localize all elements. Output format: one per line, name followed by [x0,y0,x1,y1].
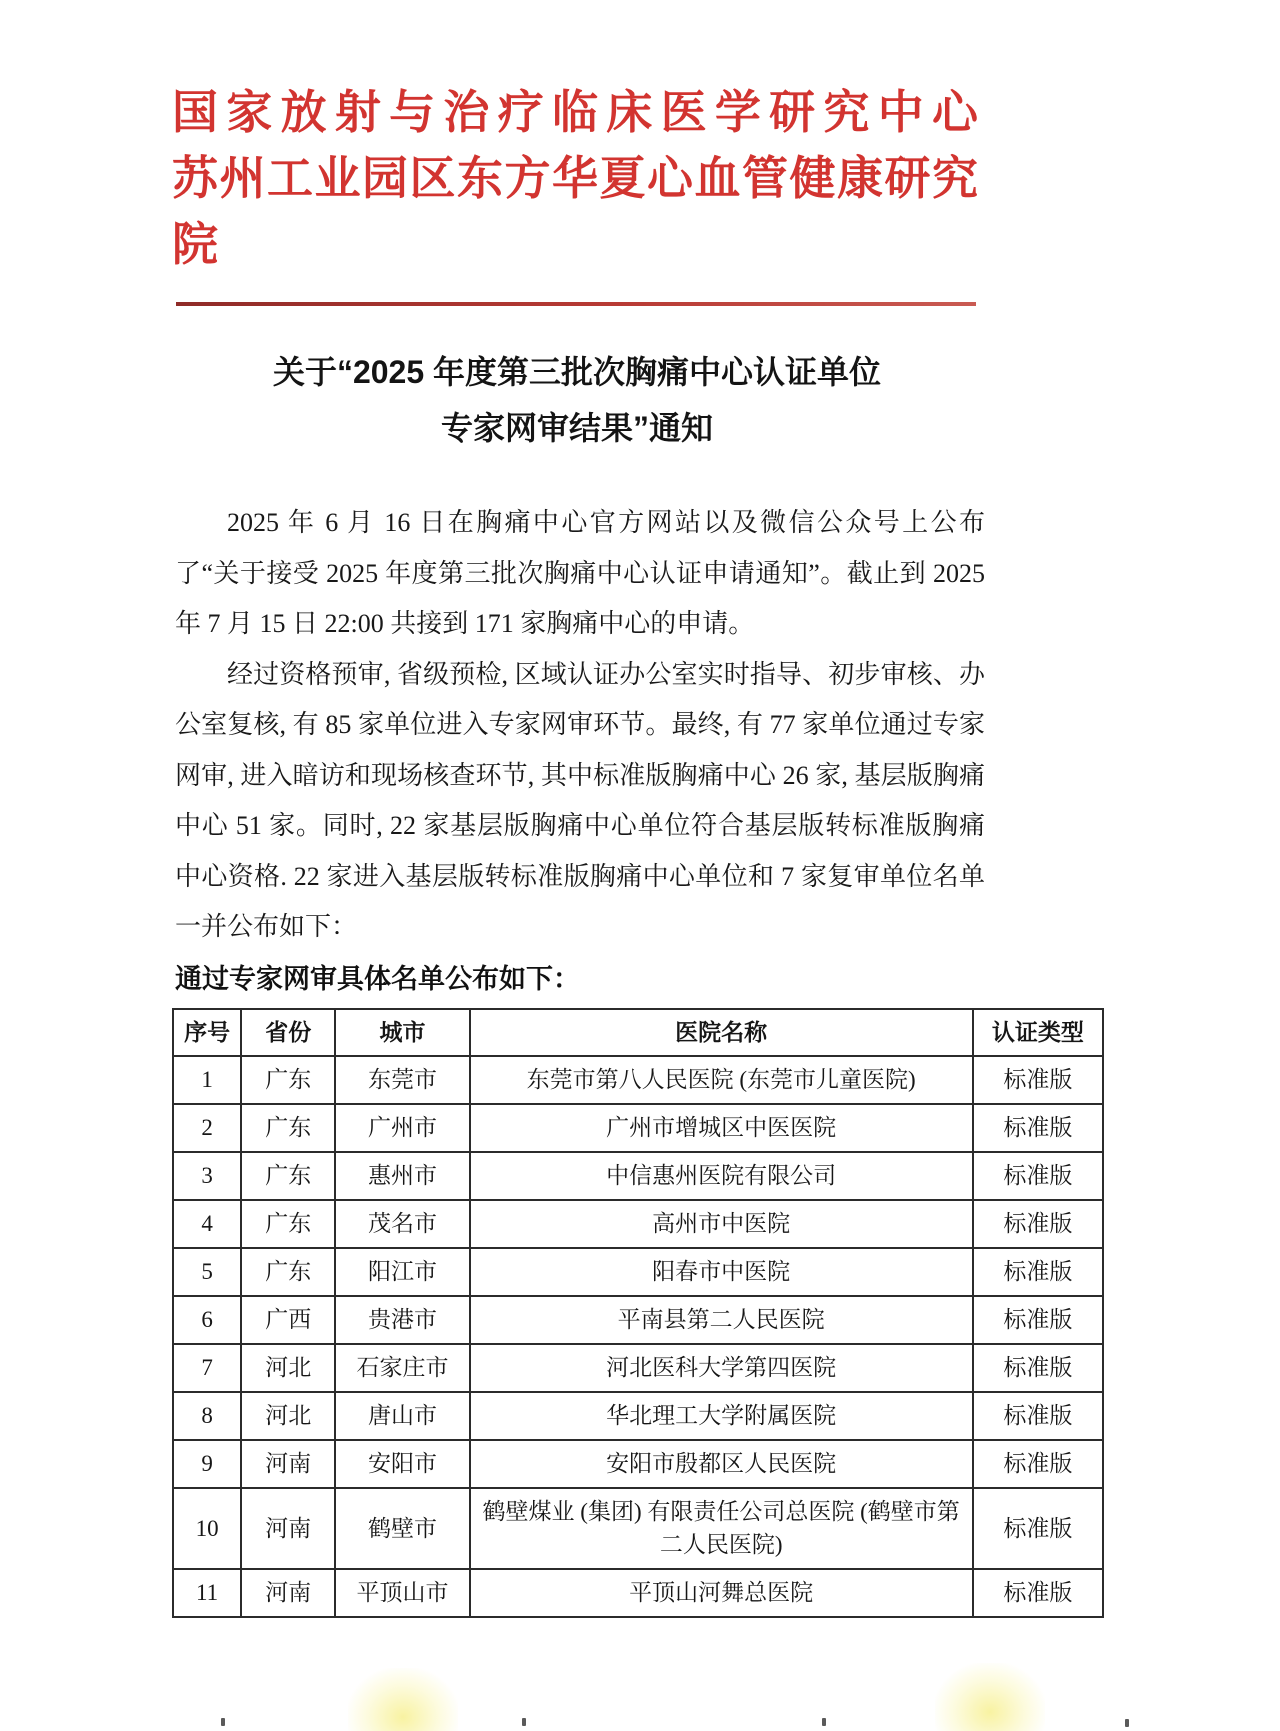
table-cell: 7 [173,1344,241,1392]
table-row [173,1392,1103,1440]
table-cell: 河北 [241,1344,335,1392]
table-cell: 广西 [241,1296,335,1344]
table-cell: 标准版 [973,1248,1103,1296]
table-body [173,1056,1103,1617]
table-cell: 广东 [241,1200,335,1248]
letterhead-line-2: 苏州工业园区东方华夏心血管健康研究院 [172,153,978,270]
table-cell: 标准版 [973,1488,1103,1569]
table-row [173,1296,1103,1344]
table-cell: 2 [173,1104,241,1152]
table-cell: 5 [173,1248,241,1296]
table-cell: 阳春市中医院 [470,1248,973,1296]
scan-dot [522,1718,526,1726]
table-row [173,1248,1103,1296]
table-cell: 平顶山市 [335,1569,469,1617]
letterhead-line-1: 国家放射与治疗临床医学研究中心 [172,87,978,138]
header-city: 城市 [335,1009,469,1056]
letterhead [172,0,978,278]
table-cell: 鹤壁市 [335,1488,469,1569]
table-header-row [173,1009,1103,1056]
table-cell: 河北医科大学第四医院 [470,1344,973,1392]
table-row [173,1440,1103,1488]
paragraph-announcement: 2025 年 6 月 16 日在胸痛中心官方网站以及微信公众号上公布了“关于接受 2025 年度第三批次胸痛中心认证申请通知”。截止到 2025 年 7 月 15 日 22:00 共接到 171 家胸痛中心的申请。 [175,508,985,638]
table-cell: 平顶山河舞总医院 [470,1569,973,1617]
table-cell: 广州市 [335,1104,469,1152]
table-cell: 标准版 [973,1296,1103,1344]
document-title [172,344,982,456]
table-cell: 广州市增城区中医医院 [470,1104,973,1152]
paragraph-review-results: 经过资格预审, 省级预检, 区域认证办公室实时指导、初步审核、办公室复核, 有 85 家单位进入专家网审环节。最终, 有 77 家单位通过专家网审, 进入暗访和现场核查环节, 其中标准版胸痛中心 26 家, 基层版胸痛中心 51 家。同时, 22 家基层版胸痛中心单位符合基层版转标准版胸痛中心资格. 22 家进入基层版转标准版胸痛中心单位和 7 家复审单位名单一并公布如下： [175,659,985,941]
table-cell: 贵港市 [335,1296,469,1344]
table-cell: 河南 [241,1569,335,1617]
table-row [173,1200,1103,1248]
table-cell: 标准版 [973,1344,1103,1392]
table-row [173,1104,1103,1152]
table-cell: 东莞市 [335,1056,469,1104]
table-cell: 安阳市殷都区人民医院 [470,1440,973,1488]
table-cell: 广东 [241,1056,335,1104]
table-cell: 阳江市 [335,1248,469,1296]
scan-smudge [935,1663,1045,1731]
body-text [175,498,985,953]
table-cell: 广东 [241,1152,335,1200]
table-cell: 标准版 [973,1569,1103,1617]
scan-dot [822,1718,826,1726]
letterhead-divider [176,302,976,306]
table-cell: 6 [173,1296,241,1344]
header-province: 省份 [241,1009,335,1056]
table-cell: 标准版 [973,1392,1103,1440]
table-cell: 标准版 [973,1440,1103,1488]
document-title-line-2: 专家网审结果”通知 [440,410,713,446]
table-cell: 标准版 [973,1056,1103,1104]
table-cell: 河北 [241,1392,335,1440]
table-cell: 8 [173,1392,241,1440]
table-cell: 10 [173,1488,241,1569]
approved-hospitals-table [172,1008,1104,1618]
table-row [173,1488,1103,1569]
table-row [173,1152,1103,1200]
table-cell: 茂名市 [335,1200,469,1248]
table-cell: 河南 [241,1488,335,1569]
table-cell: 广东 [241,1248,335,1296]
table-cell: 高州市中医院 [470,1200,973,1248]
table-cell: 惠州市 [335,1152,469,1200]
table-cell: 11 [173,1569,241,1617]
scan-dot [1125,1719,1129,1727]
table-row [173,1056,1103,1104]
table-cell: 石家庄市 [335,1344,469,1392]
scan-dot [221,1718,225,1726]
table-cell: 标准版 [973,1200,1103,1248]
table-row [173,1344,1103,1392]
table-cell: 1 [173,1056,241,1104]
table-cell: 4 [173,1200,241,1248]
table-cell: 9 [173,1440,241,1488]
table-cell: 东莞市第八人民医院 (东莞市儿童医院) [470,1056,973,1104]
table-section-heading: 通过专家网审具体名单公布如下： [175,963,580,994]
table-cell: 鹤壁煤业 (集团) 有限责任公司总医院 (鹤壁市第二人民医院) [470,1488,973,1569]
table-cell: 安阳市 [335,1440,469,1488]
table-cell: 平南县第二人民医院 [470,1296,973,1344]
table-cell: 中信惠州医院有限公司 [470,1152,973,1200]
scan-smudge [348,1668,458,1731]
table-row [173,1569,1103,1617]
table-cell: 广东 [241,1104,335,1152]
header-certification-type: 认证类型 [973,1009,1103,1056]
table-cell: 唐山市 [335,1392,469,1440]
document-title-line-1: 关于“2025 年度第三批次胸痛中心认证单位 [272,354,882,390]
header-hospital-name: 医院名称 [470,1009,973,1056]
table-cell: 标准版 [973,1104,1103,1152]
header-serial-number: 序号 [173,1009,241,1056]
table-cell: 3 [173,1152,241,1200]
table-cell: 标准版 [973,1152,1103,1200]
table-cell: 华北理工大学附属医院 [470,1392,973,1440]
table-cell: 河南 [241,1440,335,1488]
